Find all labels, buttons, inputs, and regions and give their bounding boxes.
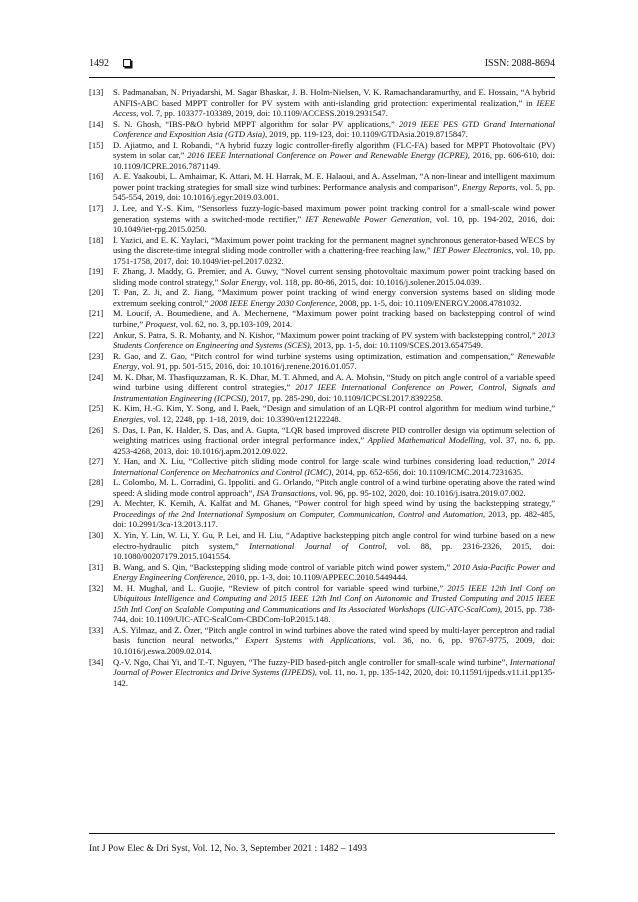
reference-text: A.S. Yilmaz, and Z. Özer, “Pitch angle control in wind turbines above the rated wind speed by multi-layer perceptron and radial basis function neural networks,” bbox=[113, 624, 555, 646]
reference-item bbox=[89, 425, 555, 457]
reference-number: [25] bbox=[89, 403, 104, 414]
reference-text: K. Kim, H.-G. Kim, Y. Song, and I. Paek, “Design and simulation of an LQR-PI control algorithm for medium wind turbine,” bbox=[113, 403, 555, 414]
reference-item bbox=[89, 583, 555, 625]
reference-text: F. Zhang, J. Maddy, G. Premier, and A. Guwy, “Novel current sensing photovoltaic maximum power point tracking based on sliding mode control strategy,” bbox=[113, 266, 555, 287]
reference-number: [18] bbox=[89, 234, 104, 245]
reference-item bbox=[89, 235, 555, 267]
reference-number: [30] bbox=[89, 529, 104, 540]
reference-item bbox=[89, 372, 555, 404]
reference-text: A. Mechter, K. Kemih, A. Kalfat and M. Ghanes, “Power control for high speed wind by using the backstepping strategy,” bbox=[113, 498, 555, 509]
reference-number: [22] bbox=[89, 329, 104, 340]
reference-item bbox=[89, 625, 555, 657]
page-header bbox=[89, 57, 555, 71]
reference-item bbox=[89, 140, 555, 172]
reference-source: International Journal of Power Electronics and Drive Systems (IJPEDS) bbox=[113, 656, 555, 678]
reference-text: , vol. 91, pp. 501-515, 2016, doi: 10.1016/j.renene.2016.01.057. bbox=[137, 361, 357, 372]
reference-item bbox=[89, 171, 555, 203]
reference-source: Proceedings of the 2nd International Symposium on Computer, Communication, Control and Automation bbox=[113, 508, 483, 519]
reference-source: IET Power Electronics bbox=[432, 245, 512, 256]
reference-item bbox=[89, 498, 555, 530]
reference-text: , vol. 10, pp. 1751-1758, 2017, doi: 10.1049/iet-pel.2017.0232. bbox=[113, 245, 555, 266]
reference-text: , 2010, pp. 1-3, doi: 10.1109/APPEEC.2010.5449444. bbox=[222, 572, 408, 583]
reference-text: , vol. 36, no. 6, pp. 9767-9775, 2009, doi: 10.1016/j.eswa.2009.02.014. bbox=[113, 635, 556, 656]
reference-text: , vol. 88, pp. 2316-2326, 2015, doi: 10.1080/00207179.2015.1041554. bbox=[113, 540, 556, 562]
reference-source: 2017 IEEE International Conference on Power, Control, Signals and Instrumentation Engineering (ICPCSI) bbox=[113, 382, 555, 403]
reference-text: , vol. 5, pp. 545-554, 2019, doi: 10.1016/j.egyr.2019.03.001. bbox=[113, 181, 555, 203]
reference-text: , 2017, pp. 285-290, doi: 10.1109/ICPCSI.2017.8392258. bbox=[246, 392, 443, 403]
reference-item bbox=[89, 657, 555, 689]
reference-text: , vol. 62, no. 3, pp.103-109, 2014. bbox=[175, 319, 293, 330]
reference-source: 2010 Asia-Pacific Power and Energy Engineering Conference bbox=[113, 561, 555, 583]
reference-text: X. Yin, Y. Lin, W. Li, Y. Gu, P. Lei, and H. Liu, “Adaptive backstepping pitch angle control for wind turbine based on a new electro-hydraulic pitch system,” bbox=[113, 529, 555, 551]
reference-source: Energies bbox=[113, 413, 144, 424]
reference-number: [29] bbox=[89, 498, 104, 509]
reference-source: Solar Energy bbox=[220, 276, 266, 287]
reference-number: [23] bbox=[89, 350, 104, 361]
reference-text: , 2016, pp. 606-610, doi: 10.1109/ICPRE.2016.7871149. bbox=[113, 150, 555, 171]
reference-text: B. Wang, and S. Qin, “Backstepping sliding mode control of variable pitch wind power system,” bbox=[113, 561, 453, 572]
reference-item bbox=[89, 477, 555, 498]
reference-number: [28] bbox=[89, 477, 104, 488]
reference-source: Renewable Energy bbox=[113, 350, 555, 372]
reference-text: , vol. 12, 2248, pp. 1-18, 2019, doi: 10.3390/en12122248. bbox=[143, 413, 341, 424]
reference-text: R. Gao, and Z. Gao, “Pitch control for wind turbine systems using optimization, estimation and compensation,” bbox=[113, 350, 518, 361]
reference-number: [21] bbox=[89, 308, 104, 319]
reference-text: , vol. 10, pp. 194-202, 2016, doi: 10.1049/iet-rpg.2015.0250. bbox=[113, 213, 555, 235]
reference-text: Q.-V. Ngo, Chai Yi, and T.-T. Nguyen, “The fuzzy-PID based-pitch angle controller for small-scale wind turbine”, bbox=[113, 656, 510, 667]
reference-source: 2013 Students Conference on Engineering and Systems (SCES) bbox=[113, 329, 555, 351]
reference-text: T. Pan, Z. Ji, and Z. Jiang, “Maximum power point tracking of wind energy conversion systems based on sliding mode extremum seeking control,” bbox=[113, 287, 555, 308]
reference-source: 2019 IEEE PES GTD Grand International Conference and Exposition Asia (GTD Asia) bbox=[113, 118, 555, 140]
reference-number: [14] bbox=[89, 118, 104, 129]
reference-item bbox=[89, 530, 555, 562]
reference-source: 2014 International Conference on Mechatronics and Control (ICMC) bbox=[113, 456, 555, 477]
reference-item bbox=[89, 308, 555, 329]
reference-number: [31] bbox=[89, 561, 104, 572]
footer-divider bbox=[89, 833, 555, 834]
reference-number: [34] bbox=[89, 656, 104, 667]
reference-text: , 2008, pp. 1-5, doi: 10.1109/ENERGY.2008.4781032. bbox=[335, 297, 522, 308]
reference-text: A. E. Yaakoubi, L. Amhaimar, K. Attari, M. H. Harrak, M. E. Halaoui, and A. Asselman, “A non-linear and intelligent maximum power point tracking strategies for small size wind turbines: Performance analysis and comparison”, bbox=[113, 171, 555, 192]
reference-item bbox=[89, 87, 555, 119]
header-divider bbox=[89, 77, 555, 78]
reference-text: M. Loucif, A. Boumediene, and A. Mechernene, “Maximum power point tracking based on backstepping control of wind turbine,” bbox=[113, 308, 555, 330]
square-icon bbox=[123, 59, 131, 67]
issn-label: ISSN: 2088-8694 bbox=[484, 58, 555, 69]
reference-text: , vol. 7, pp. 103377-103389, 2019, doi: 10.1109/ACCESS.2019.2931547. bbox=[136, 108, 388, 119]
reference-number: [16] bbox=[89, 171, 104, 182]
reference-number: [13] bbox=[89, 87, 104, 97]
reference-text: , vol. 118, pp. 80-86, 2015, doi: 10.1016/j.solener.2015.04.039. bbox=[265, 276, 482, 287]
reference-number: [32] bbox=[89, 582, 104, 593]
reference-source: IEEE Access bbox=[113, 97, 555, 119]
reference-text: S. Das, I. Pan, K. Halder, S. Das, and A. Gupta, “LQR based improved discrete PID controller design via optimum selection of weighting matrices using fractional order integral performance index,” bbox=[113, 424, 555, 446]
reference-number: [15] bbox=[89, 139, 104, 150]
reference-text: , 2013, pp. 482-485, doi: 10.2991/3ca-13.2013.117. bbox=[113, 508, 555, 530]
reference-text: L. Colombo, M. L. Corradini, G. Ippoliti. and G. Orlando, “Pitch angle control of a wind turbine operating above the rated wind speed: A sliding mode control approach”, bbox=[113, 477, 555, 498]
reference-text: J. Lee, and Y.-S. Kim, “Sensorless fuzzy-logic-based maximum power point tracking control for a small-scale wind power generation systems with a switched-mode rectifier,” bbox=[113, 203, 555, 224]
reference-text: İ. Yazici, and E. K. Yaylaci, “Maximum power point tracking for the permanent magnet synchronous generator-based WECS by using the discrete-time integral sliding mode controller with a chattering-free reaching law,” bbox=[113, 234, 555, 256]
reference-number: [33] bbox=[89, 624, 104, 635]
reference-text: , vol. 37, no. 6, pp. 4253-4268, 2013, doi: 10.1016/j.apm.2012.09.022. bbox=[113, 435, 555, 456]
reference-text: D. Ajiatmo, and I. Robandi, “A hybrid fuzzy logic controller-firefly algorithm (FLC-FA) based for MPPT Photovoltaic (PV) system in solar car,” bbox=[113, 139, 555, 161]
reference-source: International Journal of Control bbox=[249, 540, 385, 551]
page-number: 1492 bbox=[89, 58, 109, 69]
reference-number: [19] bbox=[89, 266, 104, 277]
reference-item bbox=[89, 203, 555, 235]
reference-item bbox=[89, 266, 555, 287]
reference-item bbox=[89, 403, 555, 424]
reference-source: 2015 IEEE 12th Intl Conf on Ubiquitous Intelligence and Computing and 2015 IEEE 12th Intl Conf on Autonomic and Trusted Computing and 2015 IEEE 15th Intl Conf on Scalable Computing and Communications and Its Associated Workshops (UIC-ATC-ScalCom) bbox=[113, 582, 555, 614]
reference-text: , 2019, pp. 119-123, doi: 10.1109/GTDAsia.2019.8715847. bbox=[265, 129, 468, 140]
reference-item bbox=[89, 119, 555, 140]
reference-text: , 2015, pp. 738-744, doi: 10.1109/UIC-ATC-ScalCom-CBDCom-IoP.2015.148. bbox=[113, 603, 555, 625]
reference-source: Applied Mathematical Modelling bbox=[367, 435, 484, 446]
reference-text: , 2014, pp. 652-656, doi: 10.1109/ICMC.2014.7231635. bbox=[331, 466, 524, 477]
reference-source: ISA Transactions bbox=[256, 487, 316, 498]
reference-number: [26] bbox=[89, 424, 104, 435]
reference-number: [27] bbox=[89, 456, 104, 467]
reference-text: M. K. Dhar, M. Thasfiquzzaman, R. K. Dhar, M. T. Ahmed, and A. A. Mohsin, “Study on pitch angle control of a variable speed wind turbine using different control strategies,” bbox=[113, 371, 555, 393]
reference-source: IET Renewable Power Generation bbox=[305, 213, 430, 224]
reference-source: Energy Reports bbox=[462, 181, 516, 192]
reference-text: Ankur, S. Patra, S. R. Mohanty, and N. Kishor, “Maximum power point tracking of PV system with backstepping control,” bbox=[113, 329, 538, 340]
reference-text: , vol. 96, pp. 95-102, 2020, doi: 10.1016/j.isatra.2019.07.002. bbox=[315, 487, 526, 498]
reference-item bbox=[89, 456, 555, 477]
reference-source: Proquest bbox=[145, 319, 176, 330]
reference-number: [20] bbox=[89, 287, 104, 298]
reference-item bbox=[89, 562, 555, 583]
reference-source: Expert Systems with Applications bbox=[245, 635, 374, 646]
reference-text: S. Padmanaban, N. Priyadarshi, M. Sagar Bhaskar, J. B. Holm-Nielsen, V. K. Ramachandaramurthy, and E. Hossain, “A hybrid ANFIS-ABC based MPPT controller for PV system with anti-islanding grid protection: experimental realization,” in bbox=[113, 87, 555, 108]
reference-text: S. N. Ghosh, “IBS-P&O hybrid MPPT algorithm for solar PV applications,” bbox=[113, 118, 399, 129]
reference-number: [17] bbox=[89, 203, 104, 214]
reference-text: M. H. Mughal, and L. Guojie, “Review of pitch control for variable speed wind turbine,” bbox=[113, 582, 448, 593]
reference-number: [24] bbox=[89, 371, 104, 382]
reference-source: 2016 IEEE International Conference on Power and Renewable Energy (ICPRE) bbox=[187, 150, 468, 161]
reference-text: , 2013, pp. 1-5, doi: 10.1109/SCES.2013.6547549. bbox=[309, 340, 483, 351]
reference-item bbox=[89, 287, 555, 308]
reference-item bbox=[89, 330, 555, 351]
reference-source: 2008 IEEE Energy 2030 Conference bbox=[210, 297, 335, 308]
page-footer: Int J Pow Elec & Dri Syst, Vol. 12, No. 3, September 2021 : 1482 – 1493 bbox=[89, 844, 368, 854]
reference-text: Y. Han, and X. Liu, “Collective pitch sliding mode control for large scale wind turbines considering load reduction,” bbox=[113, 456, 538, 467]
reference-text: , vol. 11, no. 1, pp. 135-142, 2020, doi: 10.11591/ijpeds.v11.i1.pp135-142. bbox=[113, 667, 555, 688]
reference-list bbox=[89, 87, 555, 688]
reference-item bbox=[89, 351, 555, 372]
